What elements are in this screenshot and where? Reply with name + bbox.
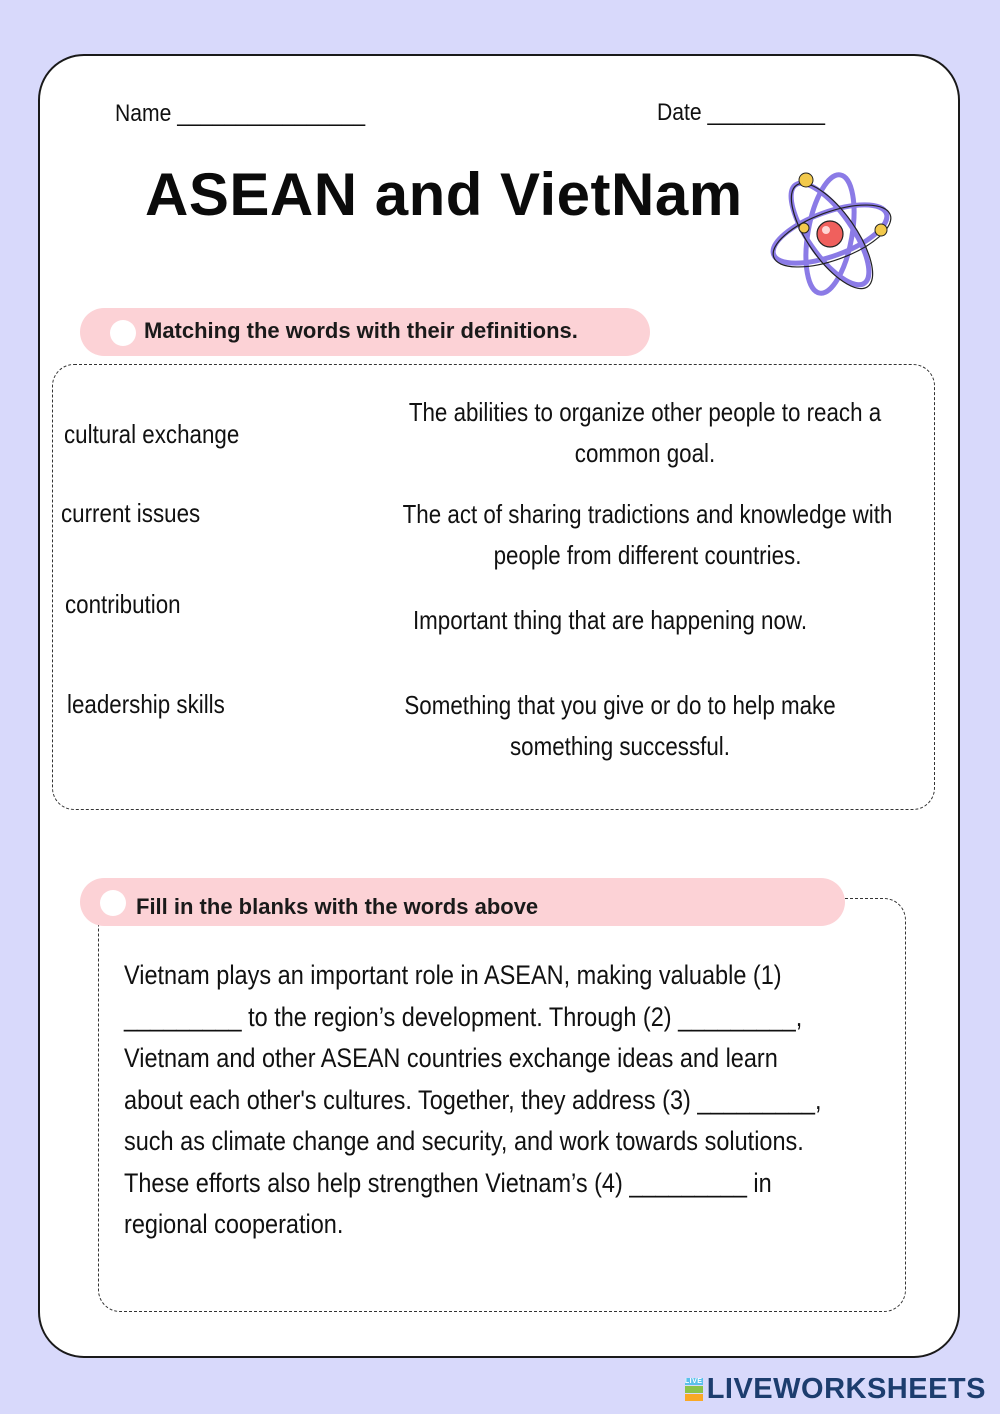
liveworksheets-logo[interactable] xyxy=(685,1373,986,1406)
date-field-label: Date __________ xyxy=(657,99,825,126)
atom-icon xyxy=(760,164,905,298)
paragraph-line: about each other's cultures. Together, they address (3) _________, xyxy=(124,1084,822,1115)
name-field-label: Name ________________ xyxy=(115,100,366,127)
paragraph-line: Vietnam and other ASEAN countries exchange ideas and learn xyxy=(124,1043,778,1073)
section-matching-title: Matching the words with their definitions. xyxy=(144,318,578,343)
circle-bullet-icon xyxy=(110,320,136,346)
definition-item-2[interactable]: The act of sharing tradictions and knowledge with people from different countries. xyxy=(402,499,893,570)
word-item-1[interactable]: cultural exchange xyxy=(64,419,240,449)
section-fill-title: Fill in the blanks with the words above xyxy=(136,894,539,919)
definition-item-3[interactable]: Important thing that are happening now. xyxy=(412,605,808,635)
paragraph-line: such as climate change and security, and work towards solutions. xyxy=(124,1126,804,1156)
definition-item-4[interactable]: Something that you give or do to help make something successful. xyxy=(404,690,836,761)
definition-item-1[interactable]: The abilities to organize other people to reach a common goal. xyxy=(408,397,882,468)
page-title: ASEAN and VietNam xyxy=(145,161,743,228)
section-fill-header xyxy=(80,878,845,926)
circle-bullet-icon xyxy=(100,890,126,916)
logo-text: LIVEWORKSHEETS xyxy=(706,1373,986,1405)
live-badge-text: LIVE xyxy=(684,1377,703,1385)
live-badge-icon xyxy=(685,1378,703,1402)
paragraph-line: These efforts also help strengthen Vietnam’s (4) _________ in xyxy=(124,1167,772,1198)
word-item-4[interactable]: leadership skills xyxy=(67,689,225,719)
word-item-3[interactable]: contribution xyxy=(65,589,181,619)
section-matching-header xyxy=(80,308,650,356)
word-item-2[interactable]: current issues xyxy=(61,498,201,528)
fill-blanks-paragraph xyxy=(124,955,890,1246)
paragraph-line: Vietnam plays an important role in ASEAN, making valuable (1) xyxy=(124,960,782,990)
paragraph-line: regional cooperation. xyxy=(124,1209,344,1239)
paragraph-line: _________ to the region’s development. Through (2) _________, xyxy=(124,1001,803,1032)
